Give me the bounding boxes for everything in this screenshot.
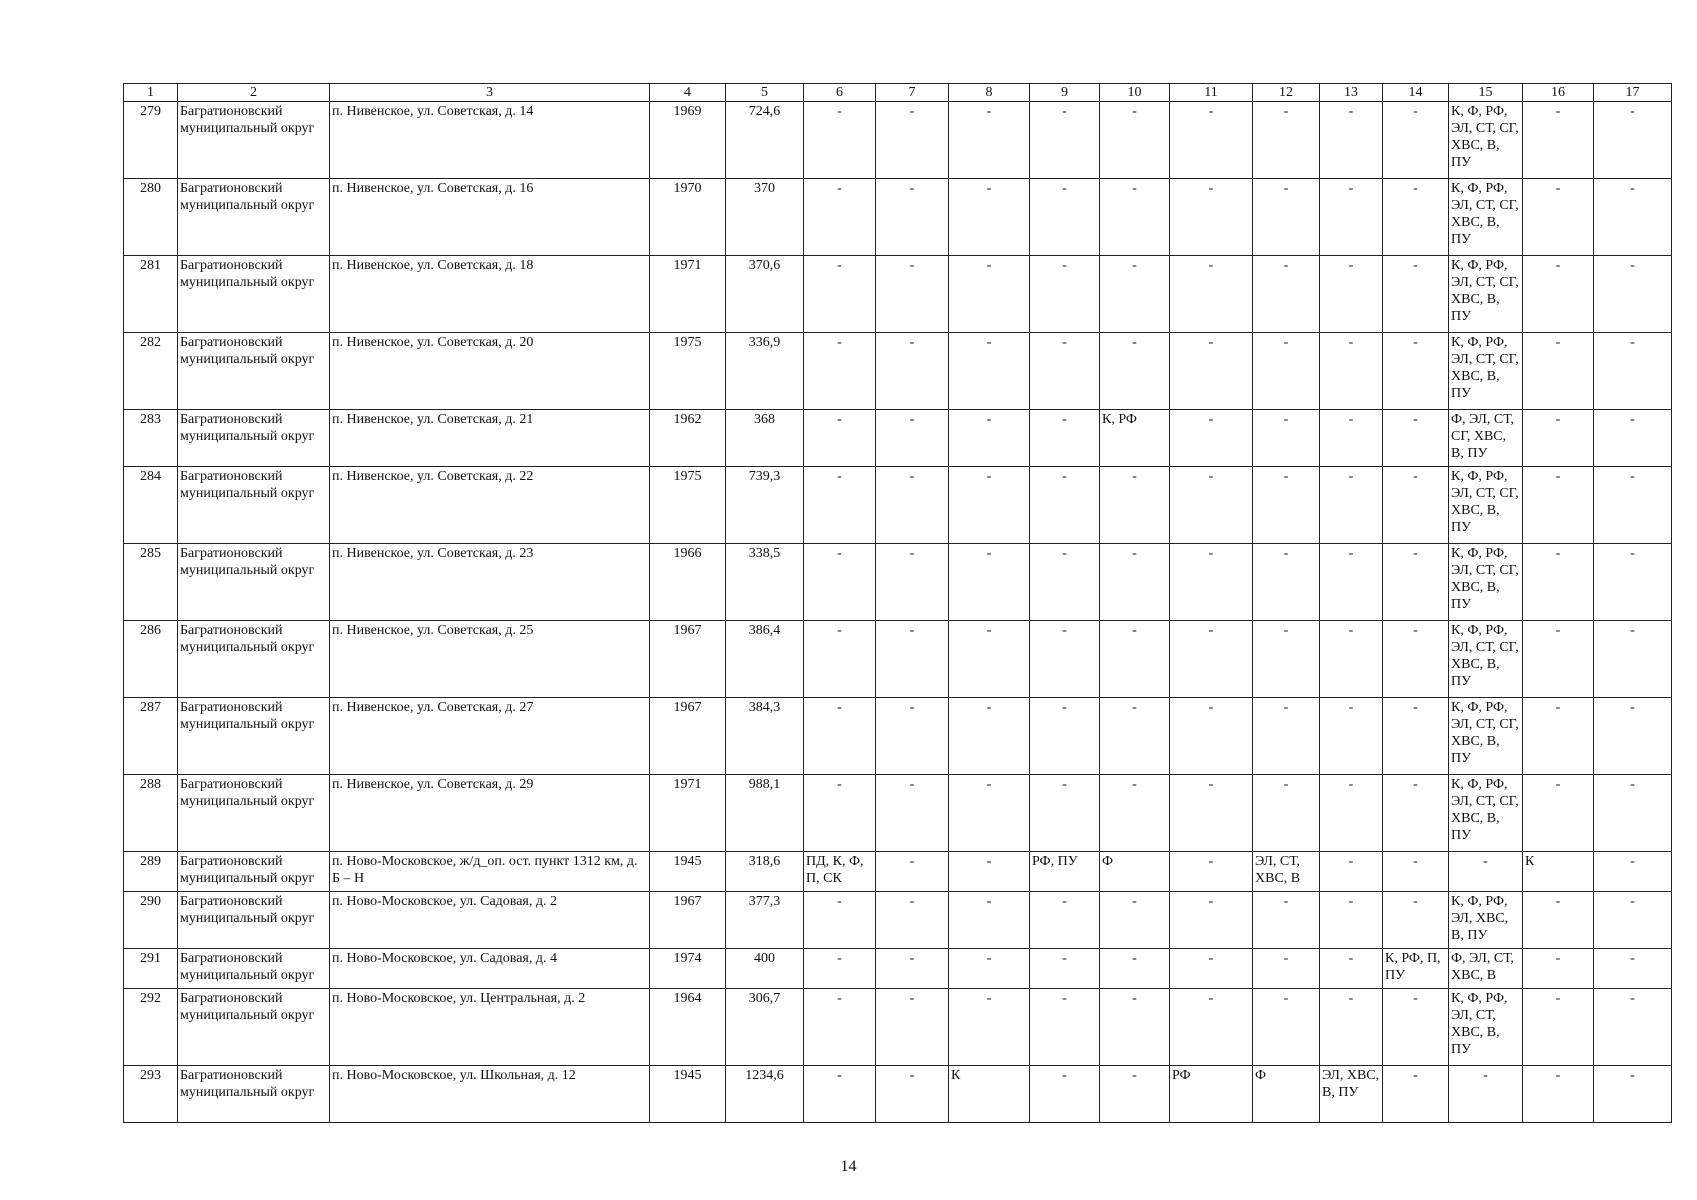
col13-cell: - [1320, 410, 1383, 467]
district-cell: Багратионовский муниципальный округ [178, 1066, 330, 1123]
col17-cell: - [1594, 467, 1672, 544]
address-cell: п. Ново-Московское, ул. Центральная, д. 2 [330, 989, 650, 1066]
col17-cell: - [1594, 989, 1672, 1066]
col12-cell: - [1253, 256, 1320, 333]
area-cell: 377,3 [726, 892, 804, 949]
col16-cell: - [1523, 1066, 1594, 1123]
column-header: 2 [178, 84, 330, 102]
col9-cell: - [1030, 179, 1100, 256]
col7-cell: - [876, 775, 949, 852]
col15-cell: - [1449, 852, 1523, 892]
col11-cell: - [1170, 949, 1253, 989]
col10-cell: - [1100, 621, 1170, 698]
address-cell: п. Ново-Московское, ж/д_оп. ост. пункт 1312 км, д. Б – Н [330, 852, 650, 892]
col11-cell: - [1170, 179, 1253, 256]
col15-cell: Ф, ЭЛ, СТ, ХВС, В [1449, 949, 1523, 989]
address-cell: п. Нивенское, ул. Советская, д. 21 [330, 410, 650, 467]
col16-cell: - [1523, 949, 1594, 989]
col7-cell: - [876, 333, 949, 410]
address-cell: п. Нивенское, ул. Советская, д. 18 [330, 256, 650, 333]
col9-cell: - [1030, 467, 1100, 544]
col17-cell: - [1594, 256, 1672, 333]
col13-cell: ЭЛ, ХВС, В, ПУ [1320, 1066, 1383, 1123]
col15-cell: К, Ф, РФ, ЭЛ, СТ, СГ, ХВС, В, ПУ [1449, 467, 1523, 544]
year-cell: 1945 [650, 852, 726, 892]
col17-cell: - [1594, 1066, 1672, 1123]
column-header: 9 [1030, 84, 1100, 102]
col16-cell: - [1523, 544, 1594, 621]
col15-cell: К, Ф, РФ, ЭЛ, СТ, СГ, ХВС, В, ПУ [1449, 256, 1523, 333]
year-cell: 1975 [650, 333, 726, 410]
column-header: 13 [1320, 84, 1383, 102]
col6-cell: - [804, 544, 876, 621]
col8-cell: - [949, 333, 1030, 410]
area-cell: 368 [726, 410, 804, 467]
col14-cell: - [1383, 621, 1449, 698]
area-cell: 370 [726, 179, 804, 256]
col8-cell: - [949, 892, 1030, 949]
col6-cell: - [804, 179, 876, 256]
col11-cell: - [1170, 410, 1253, 467]
col13-cell: - [1320, 467, 1383, 544]
column-header: 7 [876, 84, 949, 102]
col11-cell: - [1170, 544, 1253, 621]
col8-cell: - [949, 467, 1030, 544]
col7-cell: - [876, 989, 949, 1066]
column-header: 15 [1449, 84, 1523, 102]
col6-cell: - [804, 102, 876, 179]
column-header: 12 [1253, 84, 1320, 102]
col11-cell: - [1170, 852, 1253, 892]
district-cell: Багратионовский муниципальный округ [178, 544, 330, 621]
address-cell: п. Нивенское, ул. Советская, д. 20 [330, 333, 650, 410]
col13-cell: - [1320, 892, 1383, 949]
col8-cell: - [949, 544, 1030, 621]
col12-cell: ЭЛ, СТ, ХВС, В [1253, 852, 1320, 892]
col8-cell: - [949, 989, 1030, 1066]
col14-cell: - [1383, 410, 1449, 467]
col7-cell: - [876, 852, 949, 892]
col12-cell: - [1253, 989, 1320, 1066]
col10-cell: - [1100, 698, 1170, 775]
year-cell: 1969 [650, 102, 726, 179]
col14-cell: К, РФ, П, ПУ [1383, 949, 1449, 989]
col12-cell: - [1253, 544, 1320, 621]
year-cell: 1962 [650, 410, 726, 467]
row-number-cell: 283 [124, 410, 178, 467]
col6-cell: ПД, К, Ф, П, СК [804, 852, 876, 892]
table-row [124, 256, 1672, 333]
col9-cell: - [1030, 410, 1100, 467]
column-header: 17 [1594, 84, 1672, 102]
col10-cell: - [1100, 544, 1170, 621]
col6-cell: - [804, 1066, 876, 1123]
col6-cell: - [804, 467, 876, 544]
col16-cell: - [1523, 179, 1594, 256]
col12-cell: - [1253, 467, 1320, 544]
col15-cell: Ф, ЭЛ, СТ, СГ, ХВС, В, ПУ [1449, 410, 1523, 467]
col16-cell: - [1523, 467, 1594, 544]
col14-cell: - [1383, 544, 1449, 621]
col8-cell: - [949, 949, 1030, 989]
col10-cell: - [1100, 333, 1170, 410]
table-row [124, 410, 1672, 467]
col7-cell: - [876, 949, 949, 989]
col13-cell: - [1320, 852, 1383, 892]
table-row [124, 989, 1672, 1066]
col15-cell: К, Ф, РФ, ЭЛ, СТ, СГ, ХВС, В, ПУ [1449, 544, 1523, 621]
col16-cell: - [1523, 621, 1594, 698]
col13-cell: - [1320, 949, 1383, 989]
col15-cell: К, Ф, РФ, ЭЛ, СТ, ХВС, В, ПУ [1449, 989, 1523, 1066]
col6-cell: - [804, 892, 876, 949]
col11-cell: - [1170, 467, 1253, 544]
col9-cell: - [1030, 621, 1100, 698]
address-cell: п. Ново-Московское, ул. Садовая, д. 2 [330, 892, 650, 949]
col10-cell: К, РФ [1100, 410, 1170, 467]
table-body [124, 102, 1672, 1123]
col11-cell: - [1170, 892, 1253, 949]
table-row [124, 179, 1672, 256]
area-cell: 988,1 [726, 775, 804, 852]
col12-cell: Ф [1253, 1066, 1320, 1123]
col16-cell: - [1523, 410, 1594, 467]
col13-cell: - [1320, 256, 1383, 333]
column-header: 16 [1523, 84, 1594, 102]
table-row [124, 852, 1672, 892]
col10-cell: - [1100, 1066, 1170, 1123]
col11-cell: РФ [1170, 1066, 1253, 1123]
col12-cell: - [1253, 179, 1320, 256]
column-header: 4 [650, 84, 726, 102]
col10-cell: - [1100, 892, 1170, 949]
col16-cell: - [1523, 698, 1594, 775]
col9-cell: - [1030, 989, 1100, 1066]
col17-cell: - [1594, 949, 1672, 989]
col17-cell: - [1594, 698, 1672, 775]
col7-cell: - [876, 698, 949, 775]
district-cell: Багратионовский муниципальный округ [178, 989, 330, 1066]
col13-cell: - [1320, 102, 1383, 179]
col13-cell: - [1320, 333, 1383, 410]
col15-cell: К, Ф, РФ, ЭЛ, СТ, СГ, ХВС, В, ПУ [1449, 333, 1523, 410]
col12-cell: - [1253, 333, 1320, 410]
year-cell: 1971 [650, 256, 726, 333]
row-number-cell: 289 [124, 852, 178, 892]
col17-cell: - [1594, 892, 1672, 949]
col6-cell: - [804, 698, 876, 775]
table-row [124, 892, 1672, 949]
col10-cell: - [1100, 775, 1170, 852]
col13-cell: - [1320, 698, 1383, 775]
col7-cell: - [876, 467, 949, 544]
table-row [124, 467, 1672, 544]
address-cell: п. Нивенское, ул. Советская, д. 29 [330, 775, 650, 852]
table-row [124, 621, 1672, 698]
col16-cell: - [1523, 102, 1594, 179]
col10-cell: - [1100, 102, 1170, 179]
col7-cell: - [876, 1066, 949, 1123]
col12-cell: - [1253, 410, 1320, 467]
col6-cell: - [804, 621, 876, 698]
col9-cell: - [1030, 698, 1100, 775]
row-number-cell: 288 [124, 775, 178, 852]
year-cell: 1971 [650, 775, 726, 852]
table-row [124, 544, 1672, 621]
district-cell: Багратионовский муниципальный округ [178, 467, 330, 544]
district-cell: Багратионовский муниципальный округ [178, 333, 330, 410]
col17-cell: - [1594, 852, 1672, 892]
col17-cell: - [1594, 410, 1672, 467]
col16-cell: - [1523, 892, 1594, 949]
col8-cell: - [949, 698, 1030, 775]
area-cell: 1234,6 [726, 1066, 804, 1123]
area-cell: 338,5 [726, 544, 804, 621]
row-number-cell: 282 [124, 333, 178, 410]
row-number-cell: 290 [124, 892, 178, 949]
col11-cell: - [1170, 256, 1253, 333]
col17-cell: - [1594, 333, 1672, 410]
col6-cell: - [804, 410, 876, 467]
col17-cell: - [1594, 621, 1672, 698]
col8-cell: - [949, 179, 1030, 256]
col10-cell: Ф [1100, 852, 1170, 892]
table-row [124, 1066, 1672, 1123]
col17-cell: - [1594, 544, 1672, 621]
year-cell: 1964 [650, 989, 726, 1066]
col14-cell: - [1383, 467, 1449, 544]
column-header: 5 [726, 84, 804, 102]
col15-cell: К, Ф, РФ, ЭЛ, СТ, СГ, ХВС, В, ПУ [1449, 775, 1523, 852]
col9-cell: - [1030, 544, 1100, 621]
col14-cell: - [1383, 775, 1449, 852]
col11-cell: - [1170, 775, 1253, 852]
address-cell: п. Ново-Московское, ул. Садовая, д. 4 [330, 949, 650, 989]
col8-cell: К [949, 1066, 1030, 1123]
district-cell: Багратионовский муниципальный округ [178, 256, 330, 333]
col7-cell: - [876, 892, 949, 949]
address-cell: п. Нивенское, ул. Советская, д. 22 [330, 467, 650, 544]
area-cell: 386,4 [726, 621, 804, 698]
col9-cell: - [1030, 102, 1100, 179]
col14-cell: - [1383, 102, 1449, 179]
col6-cell: - [804, 333, 876, 410]
row-number-cell: 286 [124, 621, 178, 698]
column-header: 8 [949, 84, 1030, 102]
col16-cell: К [1523, 852, 1594, 892]
district-cell: Багратионовский муниципальный округ [178, 698, 330, 775]
col9-cell: - [1030, 949, 1100, 989]
col10-cell: - [1100, 989, 1170, 1066]
column-header: 1 [124, 84, 178, 102]
col14-cell: - [1383, 333, 1449, 410]
col17-cell: - [1594, 775, 1672, 852]
address-cell: п. Нивенское, ул. Советская, д. 25 [330, 621, 650, 698]
year-cell: 1967 [650, 892, 726, 949]
col15-cell: К, Ф, РФ, ЭЛ, СТ, СГ, ХВС, В, ПУ [1449, 179, 1523, 256]
col13-cell: - [1320, 179, 1383, 256]
address-cell: п. Нивенское, ул. Советская, д. 23 [330, 544, 650, 621]
col10-cell: - [1100, 179, 1170, 256]
col14-cell: - [1383, 892, 1449, 949]
col14-cell: - [1383, 989, 1449, 1066]
row-number-cell: 287 [124, 698, 178, 775]
col16-cell: - [1523, 333, 1594, 410]
col6-cell: - [804, 256, 876, 333]
col15-cell: - [1449, 1066, 1523, 1123]
col15-cell: К, Ф, РФ, ЭЛ, СТ, СГ, ХВС, В, ПУ [1449, 621, 1523, 698]
table-row [124, 775, 1672, 852]
col8-cell: - [949, 102, 1030, 179]
col6-cell: - [804, 949, 876, 989]
table-row [124, 698, 1672, 775]
table-row [124, 102, 1672, 179]
col9-cell: - [1030, 333, 1100, 410]
year-cell: 1970 [650, 179, 726, 256]
col6-cell: - [804, 989, 876, 1066]
year-cell: 1967 [650, 698, 726, 775]
row-number-cell: 284 [124, 467, 178, 544]
column-header: 14 [1383, 84, 1449, 102]
col15-cell: К, Ф, РФ, ЭЛ, ХВС, В, ПУ [1449, 892, 1523, 949]
col10-cell: - [1100, 467, 1170, 544]
col8-cell: - [949, 410, 1030, 467]
area-cell: 336,9 [726, 333, 804, 410]
col14-cell: - [1383, 256, 1449, 333]
row-number-cell: 293 [124, 1066, 178, 1123]
area-cell: 384,3 [726, 698, 804, 775]
col16-cell: - [1523, 256, 1594, 333]
column-header: 3 [330, 84, 650, 102]
col12-cell: - [1253, 949, 1320, 989]
col12-cell: - [1253, 775, 1320, 852]
col8-cell: - [949, 775, 1030, 852]
address-cell: п. Нивенское, ул. Советская, д. 27 [330, 698, 650, 775]
col11-cell: - [1170, 333, 1253, 410]
col8-cell: - [949, 256, 1030, 333]
housing-register-table [123, 83, 1672, 1123]
column-header: 10 [1100, 84, 1170, 102]
district-cell: Багратионовский муниципальный округ [178, 775, 330, 852]
col14-cell: - [1383, 179, 1449, 256]
col9-cell: - [1030, 775, 1100, 852]
col14-cell: - [1383, 698, 1449, 775]
column-header: 11 [1170, 84, 1253, 102]
district-cell: Багратионовский муниципальный округ [178, 852, 330, 892]
row-number-cell: 292 [124, 989, 178, 1066]
row-number-cell: 280 [124, 179, 178, 256]
district-cell: Багратионовский муниципальный округ [178, 621, 330, 698]
area-cell: 739,3 [726, 467, 804, 544]
row-number-cell: 291 [124, 949, 178, 989]
district-cell: Багратионовский муниципальный округ [178, 892, 330, 949]
area-cell: 318,6 [726, 852, 804, 892]
col10-cell: - [1100, 949, 1170, 989]
col7-cell: - [876, 256, 949, 333]
col13-cell: - [1320, 989, 1383, 1066]
col6-cell: - [804, 775, 876, 852]
col7-cell: - [876, 544, 949, 621]
row-number-cell: 279 [124, 102, 178, 179]
col9-cell: - [1030, 892, 1100, 949]
row-number-cell: 285 [124, 544, 178, 621]
year-cell: 1967 [650, 621, 726, 698]
area-cell: 306,7 [726, 989, 804, 1066]
col12-cell: - [1253, 892, 1320, 949]
district-cell: Багратионовский муниципальный округ [178, 949, 330, 989]
table-row [124, 333, 1672, 410]
col11-cell: - [1170, 102, 1253, 179]
column-header: 6 [804, 84, 876, 102]
district-cell: Багратионовский муниципальный округ [178, 410, 330, 467]
year-cell: 1975 [650, 467, 726, 544]
col11-cell: - [1170, 621, 1253, 698]
area-cell: 724,6 [726, 102, 804, 179]
col13-cell: - [1320, 544, 1383, 621]
page-number: 14 [840, 1158, 857, 1175]
table-row [124, 949, 1672, 989]
col9-cell: - [1030, 1066, 1100, 1123]
district-cell: Багратионовский муниципальный округ [178, 179, 330, 256]
area-cell: 370,6 [726, 256, 804, 333]
col12-cell: - [1253, 621, 1320, 698]
col9-cell: РФ, ПУ [1030, 852, 1100, 892]
col7-cell: - [876, 621, 949, 698]
col16-cell: - [1523, 989, 1594, 1066]
address-cell: п. Нивенское, ул. Советская, д. 16 [330, 179, 650, 256]
col15-cell: К, Ф, РФ, ЭЛ, СТ, СГ, ХВС, В, ПУ [1449, 698, 1523, 775]
col7-cell: - [876, 410, 949, 467]
col7-cell: - [876, 102, 949, 179]
col16-cell: - [1523, 775, 1594, 852]
address-cell: п. Нивенское, ул. Советская, д. 14 [330, 102, 650, 179]
row-number-cell: 281 [124, 256, 178, 333]
address-cell: п. Ново-Московское, ул. Школьная, д. 12 [330, 1066, 650, 1123]
column-number-header-row [124, 84, 1672, 102]
col17-cell: - [1594, 179, 1672, 256]
district-cell: Багратионовский муниципальный округ [178, 102, 330, 179]
col10-cell: - [1100, 256, 1170, 333]
col12-cell: - [1253, 698, 1320, 775]
col11-cell: - [1170, 989, 1253, 1066]
col17-cell: - [1594, 102, 1672, 179]
col13-cell: - [1320, 621, 1383, 698]
col11-cell: - [1170, 698, 1253, 775]
col15-cell: К, Ф, РФ, ЭЛ, СТ, СГ, ХВС, В, ПУ [1449, 102, 1523, 179]
col13-cell: - [1320, 775, 1383, 852]
col12-cell: - [1253, 102, 1320, 179]
year-cell: 1974 [650, 949, 726, 989]
year-cell: 1945 [650, 1066, 726, 1123]
col8-cell: - [949, 621, 1030, 698]
col9-cell: - [1030, 256, 1100, 333]
area-cell: 400 [726, 949, 804, 989]
year-cell: 1966 [650, 544, 726, 621]
col8-cell: - [949, 852, 1030, 892]
col14-cell: - [1383, 852, 1449, 892]
col7-cell: - [876, 179, 949, 256]
col14-cell: - [1383, 1066, 1449, 1123]
